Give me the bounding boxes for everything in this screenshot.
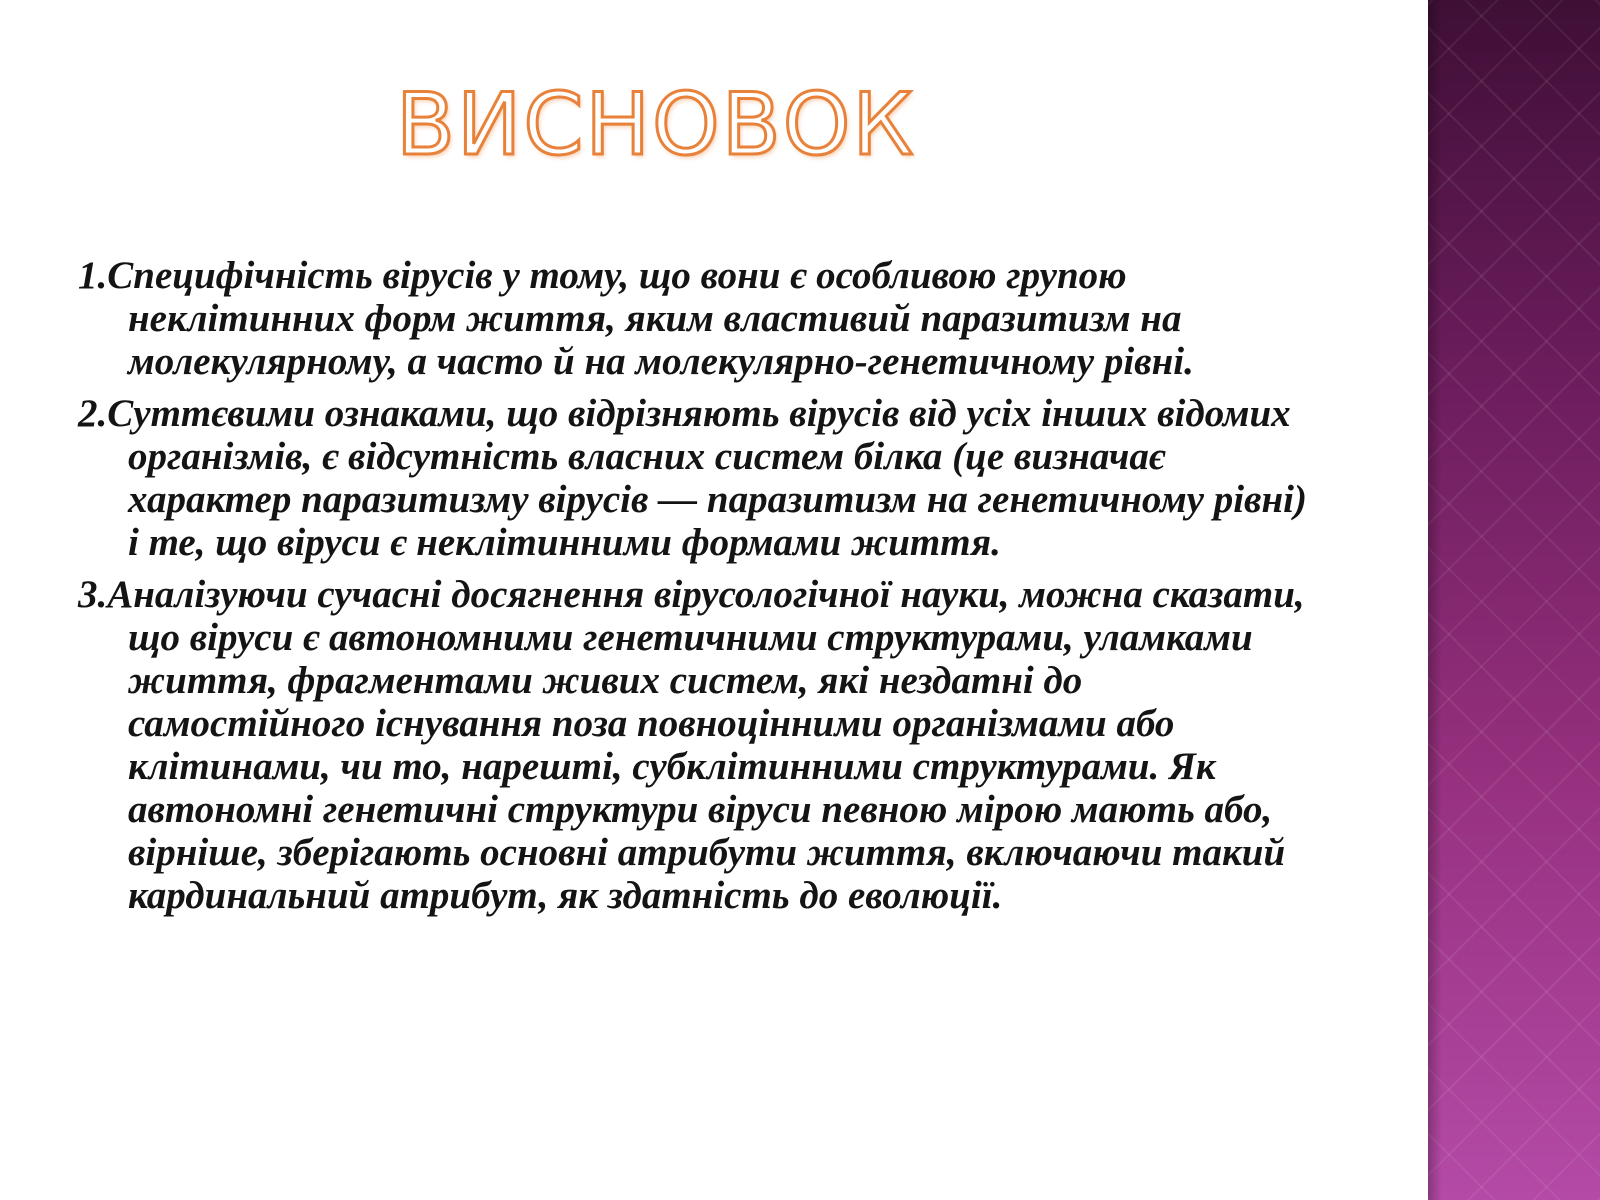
slide-body xyxy=(78,254,1308,926)
decorative-side-band xyxy=(1428,0,1600,1200)
slide-title: ВИСНОВОК xyxy=(396,75,916,175)
conclusion-item-2: 2.Суттєвими ознаками, що відрізняють вірусів від усіх інших відомих організмів, є відсутність власних систем білка (це визначає характер паразитизму вірусів — паразитизм на генетичному рівні) і те, що віруси є неклітинними формами життя. xyxy=(78,392,1307,564)
conclusion-item-3: 3.Аналізуючи сучасні досягнення вірусологічної науки, можна сказати, що віруси є автономними генетичними структурами, уламками життя, фрагментами живих систем, які нездатні до самостійного існування поза повноцінними організмами або клітинами, чи то, нарешті, субклітинними структурами. Як автономні генетичні структури віруси певною мірою мають або, вірніше, зберігають основні атрибути життя, включаючи такий кардинальний атрибут, як здатність до еволюції. xyxy=(78,573,1305,917)
conclusion-item-1: 1.Специфічність вірусів у тому, що вони є особливою групою неклітинних форм життя, яким властивий паразитизм на молекулярному, а часто й на молекулярно-генетичному рівні. xyxy=(78,254,1194,383)
